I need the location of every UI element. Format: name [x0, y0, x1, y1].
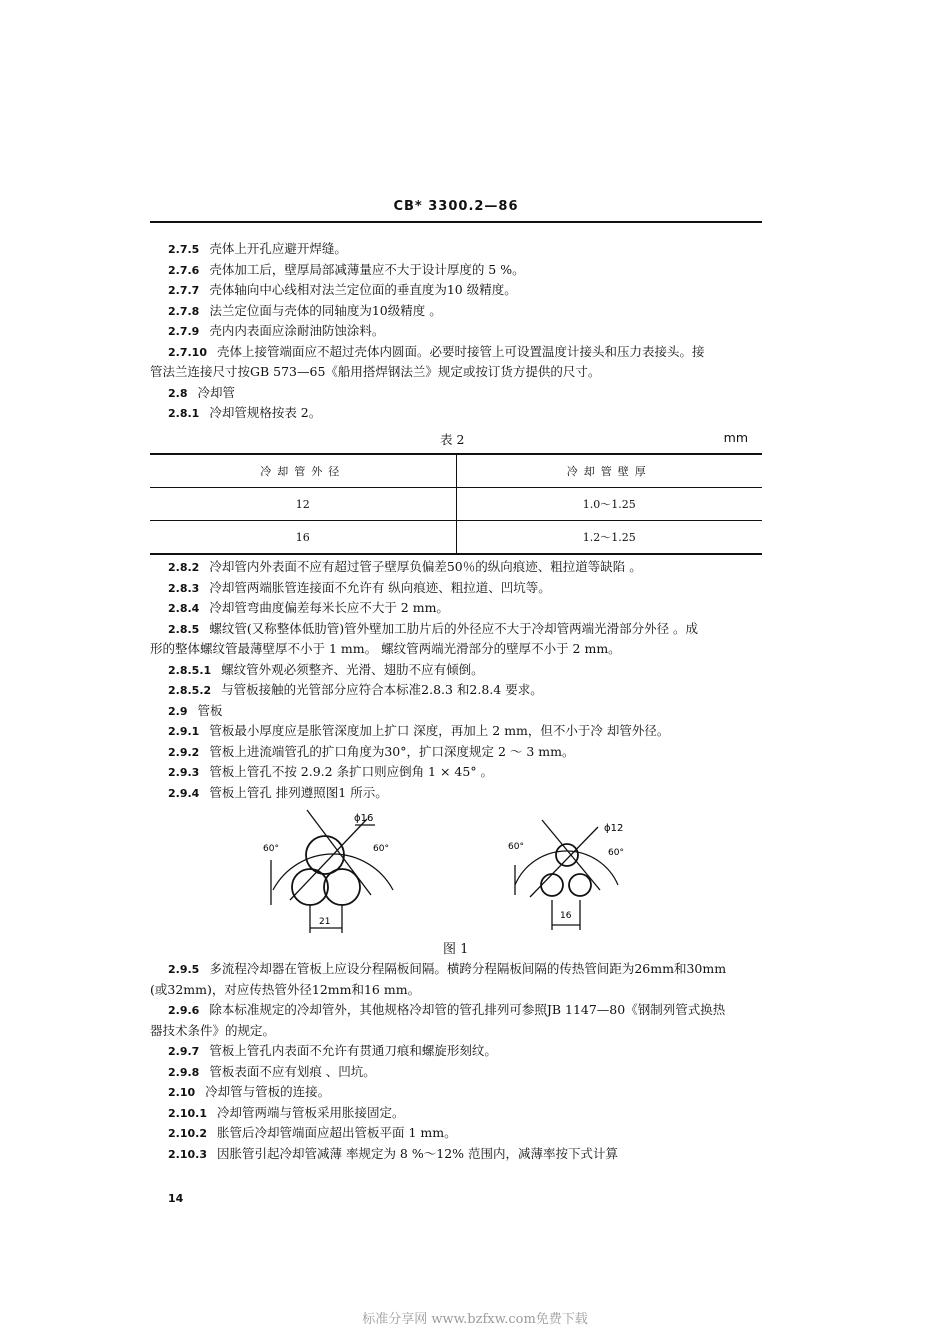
- clause-text: 冷却管规格按表 2。: [209, 405, 322, 420]
- clause-line: [168, 762, 768, 783]
- clause-text: 胀管后冷却管端面应超出管板平面 1 mm。: [216, 1125, 457, 1140]
- clause-text: 冷却管: [197, 384, 236, 400]
- clause-line: [168, 1062, 768, 1083]
- clause-text: 壳体上开孔应避开焊缝。: [209, 241, 347, 256]
- clause-line: [168, 721, 768, 742]
- clause-text: 法兰定位面与壳体的同轴度为10级精度 。: [209, 302, 442, 318]
- clause-number: 2.8.2: [168, 561, 200, 574]
- table-row: [150, 521, 762, 555]
- clause-number: 2.8.4: [168, 602, 200, 615]
- clause-text: 形的整体螺纹管最薄壁厚不小于 1 mm。 螺纹管两端光滑部分的壁厚不小于 2 mm。: [150, 641, 621, 656]
- clause-text: 除本标准规定的冷却管外，其他规格冷却管的管孔排列可参照JB 1147—80《钢制列管式换热: [209, 1002, 726, 1017]
- tube-hole: [569, 874, 591, 896]
- tube-hole: [556, 844, 578, 866]
- clause-number: 2.9: [168, 704, 188, 718]
- clause-line: [168, 1082, 768, 1103]
- page-number: 14: [168, 1192, 184, 1205]
- diameter-label: ϕ16: [354, 813, 374, 824]
- clause-line: [150, 1021, 750, 1041]
- angle-label-left: 60°: [263, 844, 279, 854]
- clause-number: 2.8.5.2: [168, 684, 212, 697]
- clause-line: [168, 619, 768, 640]
- clause-text: 螺纹管(又称整体低肋管)管外壁加工肋片后的外径应不大于冷却管两端光滑部分外径 。成: [209, 620, 699, 636]
- clause-line: [168, 1041, 768, 1062]
- clause-text: 管板上管孔不按 2.9.2 条扩口则应倒角 1 × 45° 。: [209, 764, 494, 779]
- cell-outer-diameter: 12: [150, 488, 456, 521]
- clause-line: [168, 403, 768, 424]
- clause-text: 管板上管孔内表面不允许有贯通刀痕和螺旋形刻纹。: [209, 1043, 497, 1058]
- clause-line: [168, 680, 768, 701]
- clause-line: [168, 598, 768, 619]
- clause-line: [168, 557, 768, 578]
- clause-number: 2.9.6: [168, 1004, 200, 1017]
- clause-text: 壳体轴向中心线相对法兰定位面的垂直度为10 级精度。: [209, 282, 517, 297]
- table-caption: [150, 430, 762, 448]
- clause-number: 2.9.1: [168, 725, 200, 738]
- clause-text: 冷却管内外表面不应有超过管子壁厚负偏差50％的纵向痕迹、粗拉道等缺陷 。: [209, 559, 642, 574]
- clause-number: 2.7.8: [168, 304, 200, 318]
- clause-text: 与管板接触的光管部分应符合本标准2.8.3 和2.8.4 要求。: [221, 682, 543, 697]
- clause-line: [168, 342, 768, 363]
- clause-line: [150, 639, 750, 659]
- diameter-label: ϕ12: [604, 823, 624, 834]
- clause-text: 器技术条件》的规定。: [150, 1022, 276, 1038]
- clause-text: 管板表面不应有划痕 、凹坑。: [209, 1063, 376, 1079]
- clause-text: 管板上管孔 排列遵照图1 所示。: [209, 784, 388, 800]
- tube-hole: [292, 869, 328, 905]
- clause-text: 壳体上接管端面应不超过壳体内圆面。必要时接管上可设置温度计接头和压力表接头。接: [216, 343, 705, 359]
- clause-line: [168, 301, 768, 322]
- clause-number: 2.8.5: [168, 622, 200, 636]
- clause-number: 2.7.7: [168, 284, 200, 297]
- figure-caption: 图 1: [443, 942, 469, 957]
- cell-outer-diameter: 16: [150, 521, 456, 555]
- clause-text: 管板: [197, 702, 223, 718]
- clause-number: 2.8.5.1: [168, 663, 212, 677]
- angle-label-left: 60°: [508, 842, 524, 852]
- clause-number: 2.9.8: [168, 1065, 200, 1079]
- clause-number: 2.8.1: [168, 407, 200, 420]
- clause-number: 2.10: [168, 1086, 196, 1099]
- tube-hole: [324, 869, 360, 905]
- watermark: 标准分享网 www.bzfxw.com免费下载: [362, 1312, 588, 1327]
- clause-line: [168, 701, 768, 722]
- clause-number: 2.9.2: [168, 745, 200, 759]
- clause-number: 2.9.5: [168, 963, 200, 976]
- cooling-tube-spec-table: [150, 453, 762, 555]
- clause-text: 因胀管引起冷却管减薄 率规定为 8 %～12% 范围内，减薄率按下式计算: [216, 1145, 618, 1161]
- standard-code: CB* 3300.2—86: [393, 199, 519, 214]
- clause-text: 冷却管弯曲度偏差每米长应不大于 2 mm。: [209, 600, 449, 615]
- clause-text: 螺纹管外观必须整齐、光滑、翅肋不应有倾倒。: [221, 661, 484, 677]
- pitch-label: 21: [319, 917, 331, 927]
- clause-text: 冷却管两端胀管连接面不允许有 纵向痕迹、粗拉道、凹坑等。: [209, 579, 551, 595]
- clause-text: 管板上进流端管孔的扩口角度为30°，扩口深度规定 2 ～ 3 mm。: [209, 743, 575, 759]
- clause-text: 壳体加工后，壁厚局部减薄量应不大于设计厚度的 5 %。: [209, 261, 525, 277]
- tube-hole: [541, 874, 563, 896]
- clause-line: [168, 1103, 768, 1124]
- clause-text: 管板最小厚度应是胀管深度加上扩口 深度，再加上 2 mm，但不小于冷 却管外径。: [209, 723, 670, 738]
- table-unit: mm: [723, 430, 748, 445]
- clause-line: [168, 1000, 768, 1021]
- angle-label-right: 60°: [373, 844, 389, 854]
- cell-wall-thickness: 1.2～1.25: [456, 521, 762, 555]
- clause-line: [150, 980, 750, 1000]
- clause-line: [168, 742, 768, 763]
- clause-line: [168, 260, 768, 281]
- header-wall-thickness: 冷却管壁厚: [456, 454, 762, 488]
- clause-number: 2.7.9: [168, 325, 200, 338]
- clause-line: [168, 783, 768, 804]
- angle-arc: [515, 851, 618, 885]
- cell-wall-thickness: 1.0～1.25: [456, 488, 762, 521]
- clause-number: 2.8: [168, 386, 188, 400]
- clause-text: (或32mm)，对应传热管外径12mm和16 mm。: [150, 981, 421, 997]
- clause-line: [168, 321, 768, 342]
- clause-line: [168, 383, 768, 404]
- clause-line: [168, 280, 768, 301]
- table-header-row: [150, 454, 762, 488]
- clause-line: [168, 959, 768, 980]
- clause-text: 多流程冷却器在管板上应设分程隔板间隔。横跨分程隔板间隔的传热管间距为26mm和30mm: [209, 961, 727, 976]
- document-header: [150, 199, 762, 223]
- clause-line: [168, 578, 768, 599]
- clause-line: [168, 1144, 768, 1165]
- clause-line: [150, 362, 750, 382]
- table-title: 表 2: [440, 432, 465, 447]
- clause-number: 2.7.10: [168, 345, 207, 359]
- clause-text: 冷却管两端与管板采用胀接固定。: [216, 1104, 405, 1120]
- tube-layout-diagram-16: [255, 805, 485, 935]
- clause-line: [168, 239, 768, 260]
- table-row: [150, 488, 762, 521]
- clause-number: 2.10.3: [168, 1147, 207, 1161]
- clause-number: 2.10.1: [168, 1106, 207, 1120]
- pitch-label: 16: [560, 911, 572, 921]
- clause-text: 壳内内表面应涂耐油防蚀涂料。: [209, 323, 385, 338]
- clause-number: 2.9.3: [168, 766, 200, 779]
- clause-text: 管法兰连接尺寸按GB 573—65《船用搭焊钢法兰》规定或按订货方提供的尺寸。: [150, 364, 601, 379]
- tube-layout-diagram-12: [500, 815, 640, 935]
- clause-number: 2.9.4: [168, 786, 200, 800]
- clause-number: 2.10.2: [168, 1127, 207, 1140]
- angle-label-right: 60°: [608, 848, 624, 858]
- clause-line: [168, 660, 768, 681]
- header-outer-diameter: 冷却管外径: [150, 454, 456, 488]
- clause-number: 2.8.3: [168, 581, 200, 595]
- clause-number: 2.7.5: [168, 243, 200, 256]
- clause-line: [168, 1123, 768, 1144]
- clause-number: 2.7.6: [168, 263, 200, 277]
- clause-number: 2.9.7: [168, 1045, 200, 1058]
- clause-text: 冷却管与管板的连接。: [205, 1084, 331, 1099]
